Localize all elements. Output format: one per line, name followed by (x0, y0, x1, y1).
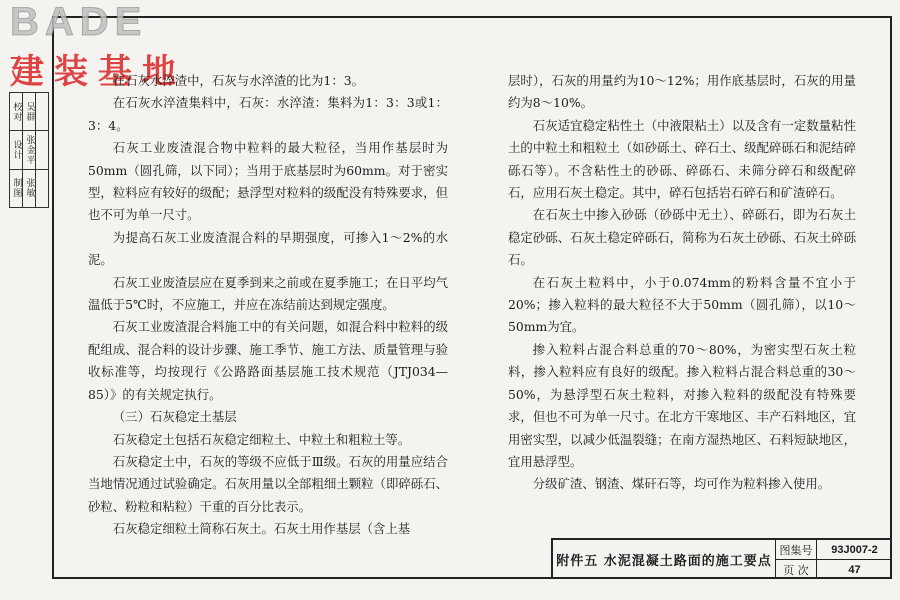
approval-stamp (9, 92, 49, 208)
right-text-column (508, 70, 856, 496)
stamp-cell: 制图 (11, 178, 22, 199)
drawing-title: 附件五 水泥混凝土路面的施工要点 (553, 540, 776, 579)
paragraph: 石灰工业废渣混合物中粒料的最大粒径，当用作基层时为50mm（圆孔筛，以下同）；当用于底基层时为60mm。对于密实型，粒料应有较好的级配；悬浮型对粒料的级配没有特殊要求，但也不可为单一尺寸。 (88, 140, 448, 223)
logo-chinese-text: 建装基地 (10, 52, 186, 92)
left-text-column (88, 70, 448, 541)
atlas-number-value: 93J007-2 (817, 540, 892, 560)
stamp-cell (36, 170, 48, 207)
title-block (551, 538, 892, 579)
page-number-label: 页 次 (783, 563, 809, 577)
paragraph: 石灰工业废渣混合料施工中的有关问题，如混合料中粒料的级配组成、混合料的设计步骤、施工季节、施工方法、质量管理与验收标准等，均按现行《公路路面基层施工技术规范（JTJ034—85）》的有关规定执行。 (88, 319, 448, 402)
title-block-values (817, 540, 892, 579)
paragraph: 在石灰水淬渣中，石灰与水淬渣的比为1：3。 (112, 73, 364, 88)
paragraph: 石灰稳定土中，石灰的等级不应低于Ⅲ级。石灰的用量应结合当地情况通过试验确定。石灰用量以全部粗细土颗粒（即碎砾石、砂粒、粉粒和粘粒）干重的百分比表示。 (88, 453, 448, 514)
title-block-labels (776, 540, 817, 579)
paragraph: 石灰适宜稳定粘性土（中液限粘土）以及含有一定数量粘性土的中粒土和粗粒土（如砂砾土、碎石土、级配碎砾石和泥结碎砾石等）。不含粘性土的砂砾、碎砾石、未筛分碎石和级配碎石，应用石灰土稳定。其中，碎石包括岩石碎石和矿渣碎石。 (508, 117, 856, 201)
paragraph: 在石灰水淬渣集料中，石灰：水淬渣：集料为1：3：3或1：3：4。 (88, 95, 448, 133)
paragraph: 掺入粒料占混合料总重的70～80%，为密实型石灰土粒料，掺入粒料应有良好的级配。掺入粒料占混合料总重的30～50%，为悬浮型石灰土粒料，对掺入粒料的级配没有特殊要求，但也不可为单一尺寸。在北方干寒地区、丰产石料地区，宜用密实型，以减少低温裂缝；在南方湿热地区、石料短缺地区，宜用悬浮型。 (508, 341, 856, 469)
atlas-number-label: 图集号 (776, 540, 816, 560)
paragraph: 在石灰土中掺入砂砾（砂砾中无土）、碎砾石，即为石灰土稳定砂砾、石灰土稳定碎砾石，简称为石灰土砂砾、石灰土碎砾石。 (508, 207, 856, 268)
stamp-column-roles (10, 93, 23, 207)
stamp-cell (36, 131, 48, 169)
stamp-cell: 吴群 (23, 93, 35, 131)
paragraph: 石灰稳定细粒土简称石灰土。石灰土用作基层（含上基 (112, 521, 411, 537)
paragraph: 在石灰土粒料中，小于0.074mm的粉料含量不宜小于20%；掺入粒料的最大粒径不大于50mm（圆孔筛），以10～50mm为宜。 (508, 274, 856, 335)
stamp-cell: 张金平 (23, 131, 35, 169)
paragraph: 为提高石灰工业废渣混合料的早期强度，可掺入1～2%的水泥。 (88, 229, 448, 268)
stamp-column-signatures (36, 93, 48, 207)
paragraph: 石灰工业废渣层应在夏季到来之前或在夏季施工；在日平均气温低于5℃时，不应施工，并应在冻结前达到规定强度。 (88, 274, 448, 313)
paragraph: 层时），石灰的用量约为10～12%；用作底基层时，石灰的用量约为8～10%。 (508, 73, 856, 111)
logo-wordmark: BADE (10, 0, 148, 44)
stamp-cell: 设计 (10, 131, 22, 169)
stamp-column-names (23, 93, 36, 207)
page-number-value: 47 (848, 563, 861, 576)
stamp-cell: 张敏 (24, 178, 35, 199)
section-heading: （三）石灰稳定土基层 (112, 409, 237, 425)
stamp-cell: 校对 (10, 93, 22, 131)
paragraph: 石灰稳定土包括石灰稳定细粒土、中粒土和粗粒土等。 (112, 431, 411, 447)
stamp-cell (36, 93, 48, 131)
paragraph: 分级矿渣、钢渣、煤矸石等，均可作为粒料掺入使用。 (532, 476, 831, 492)
